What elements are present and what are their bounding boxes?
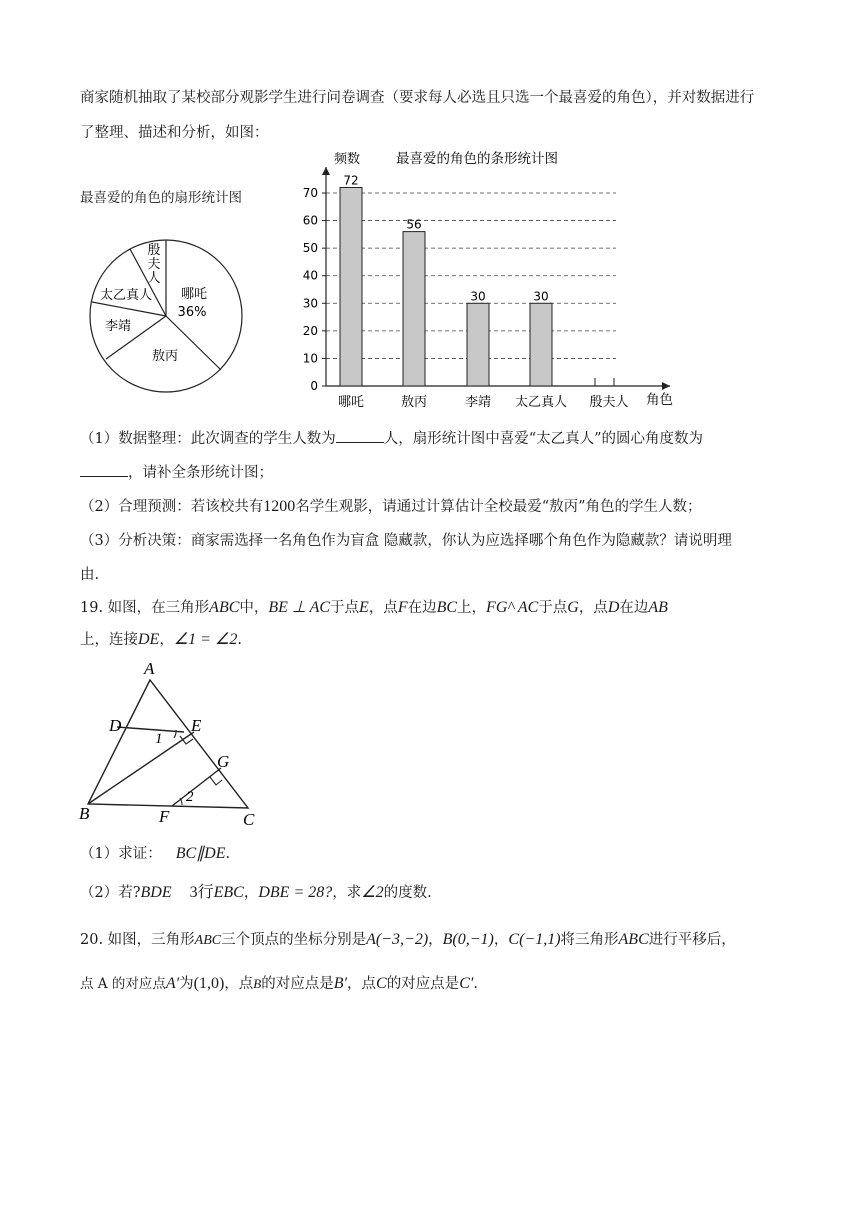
math: ∠2: [361, 884, 384, 901]
math: A(−3,−2): [366, 931, 429, 948]
text: ，点: [368, 600, 398, 616]
text: ，: [159, 632, 174, 648]
text: 人，扇形统计图中喜爱“太乙真人”的圆心角度数为: [383, 431, 704, 447]
text: .: [473, 976, 478, 992]
text: 如图，三角形: [107, 932, 195, 948]
pie-title: 最喜爱的角色的扇形统计图: [80, 190, 242, 206]
q18-part1-line2: [80, 461, 273, 482]
math: EBC: [213, 884, 244, 901]
text: 的对应点是: [386, 976, 460, 992]
q20-line1: [80, 928, 736, 949]
y-tick-label: 30: [302, 296, 318, 311]
segment-de: [117, 727, 184, 732]
q19-part2: [80, 879, 432, 902]
y-tick-label: 20: [302, 323, 318, 338]
math: ABC: [209, 599, 240, 616]
q20-line2: [80, 972, 478, 993]
pie-divider: [92, 302, 166, 316]
pie-label: 太乙真人: [99, 288, 153, 303]
x-tick-label: 李靖: [464, 395, 492, 410]
y-tick-label: 40: [302, 268, 318, 283]
text: ，: [493, 932, 509, 948]
angle-label-1: 1: [155, 731, 163, 747]
pie-label: 人: [147, 271, 161, 286]
math: BC: [436, 599, 458, 616]
q18-part3-line2: 由.: [80, 567, 100, 583]
x-tick-label: 殷夫人: [589, 395, 629, 410]
answer-blank[interactable]: [80, 464, 128, 477]
text: ，求: [332, 885, 362, 901]
math: F: [397, 599, 408, 616]
text: （2）若?: [80, 885, 141, 901]
text: 名学生观影，请通过计算估计全校最爱“敖丙”角色的学生人数；: [295, 499, 702, 515]
text: ，点: [578, 600, 608, 616]
bar: [530, 303, 552, 386]
y-tick-label: 50: [302, 241, 318, 256]
text: 点 A 的对应点: [80, 976, 166, 992]
math: D: [607, 599, 620, 616]
vertex-label-e: E: [191, 716, 202, 735]
math: C: [376, 975, 387, 992]
bar: [340, 187, 362, 386]
y-tick-label: 0: [310, 379, 318, 393]
y-tick-label: 10: [302, 351, 318, 366]
text: ，点: [224, 976, 254, 992]
vertex-label-c: C: [243, 810, 255, 829]
pie-label: 李靖: [104, 319, 132, 334]
math: ABC: [194, 933, 222, 948]
q19-line2: [80, 628, 242, 649]
text: ，: [428, 932, 443, 948]
segment-fg: [172, 768, 221, 806]
x-tick-label: 太乙真人: [514, 395, 568, 410]
math: BDE: [140, 884, 172, 901]
x-axis-label: 角色: [646, 392, 673, 408]
text: 为: [179, 976, 194, 992]
text: 中，: [239, 600, 269, 616]
text: 将三角形: [560, 932, 619, 948]
text: 的对应点是: [261, 976, 334, 992]
text: 于点: [538, 600, 568, 616]
vertex-label-d: D: [109, 716, 122, 735]
text: .: [225, 846, 231, 862]
q18-part3-line1: （3）分析决策：商家需选择一名角色作为盲盒 隐藏款，你认为应选择哪个角色作为隐藏款？请说明理: [80, 533, 732, 549]
bar-value-label: 30: [533, 289, 549, 304]
vertex-label-b: B: [79, 804, 90, 823]
math: C′: [459, 975, 474, 992]
angle-label-2: 2: [186, 789, 194, 805]
triangle-figure: [74, 654, 274, 834]
vertex-label-a: A: [144, 659, 155, 678]
segment-be: [88, 732, 194, 804]
answer-blank[interactable]: [336, 430, 384, 443]
math: B(0,−1): [442, 931, 494, 948]
x-tick-label: 哪吒: [337, 395, 365, 410]
text: 进行平移后，: [648, 932, 736, 948]
question-number: 19.: [80, 600, 104, 616]
bar-value-label: 56: [406, 217, 422, 232]
math: A′: [165, 975, 180, 992]
q18-part1-line1: [80, 427, 703, 448]
math: ∠1 = ∠2: [173, 631, 238, 648]
math: 3行: [189, 884, 214, 901]
math: ABC: [618, 931, 649, 948]
text: 在边: [619, 600, 649, 616]
math: AB: [648, 599, 668, 616]
pie-label: 敖丙: [151, 349, 179, 364]
math: DE: [138, 631, 160, 648]
y-tick-label: 70: [302, 186, 318, 200]
math: FG^ AC: [486, 599, 539, 616]
math: 1200: [263, 498, 296, 515]
x-tick-label: 敖丙: [400, 395, 428, 410]
math: BE ⊥ AC: [268, 599, 331, 616]
bar-value-label: 30: [470, 289, 486, 304]
bar-chart: [290, 145, 690, 413]
math: (1,0): [193, 975, 225, 992]
text: （1）求证：: [80, 846, 162, 862]
text: （1）数据整理：此次调查的学生人数为: [80, 431, 336, 447]
intro-line-2: 了整理、描述和分析，如图：: [80, 125, 269, 141]
pie-chart: [86, 215, 248, 397]
q19-part1: [80, 842, 230, 863]
bar: [403, 232, 425, 386]
math: BC∥DE: [175, 845, 226, 862]
text: .: [237, 632, 242, 648]
math: G: [567, 599, 579, 616]
math: E: [359, 599, 369, 616]
text: 的度数.: [383, 885, 432, 901]
question-number: 20.: [80, 932, 104, 948]
triangle-abc: [88, 680, 248, 808]
math: B′: [333, 975, 348, 992]
pie-label: 殷: [147, 243, 161, 258]
text: 如图，在三角形: [107, 600, 210, 616]
text: ，请补全条形统计图；: [128, 465, 273, 481]
y-tick-label: 60: [302, 213, 318, 228]
text: 上，连接: [80, 632, 138, 648]
text: 于点: [330, 600, 360, 616]
math: B: [253, 976, 262, 991]
vertex-label-g: G: [217, 752, 230, 771]
y-axis-arrow: [322, 167, 330, 175]
q19-line1: [80, 596, 668, 617]
q18-part2: [80, 495, 702, 516]
text: 在边: [407, 600, 437, 616]
pie-label: 36%: [177, 305, 207, 320]
text: ，: [243, 885, 259, 901]
y-axis-label: 频数: [334, 152, 361, 167]
math: DBE = 28?: [258, 884, 333, 901]
x-axis-arrow: [662, 382, 670, 390]
text: ，点: [347, 976, 377, 992]
bar: [467, 303, 489, 386]
right-angle-mark-g: [210, 777, 222, 785]
intro-line-1: 商家随机抽取了某校部分观影学生进行问卷调查（要求每人必选且只选一个最喜爱的角色），并对数据进行: [80, 90, 755, 106]
pie-label: 夫: [147, 257, 161, 272]
math: C(−1,1): [508, 931, 561, 948]
vertex-label-f: F: [159, 807, 170, 826]
bar-value-label: 72: [343, 173, 359, 188]
pie-label: 哪吒: [180, 287, 208, 302]
text: （2）合理预测：若该校共有: [80, 499, 264, 515]
chart-title: 最喜爱的角色的条形统计图: [396, 151, 558, 167]
text: 上，: [457, 600, 487, 616]
text: 三个顶点的坐标分别是: [221, 932, 367, 948]
